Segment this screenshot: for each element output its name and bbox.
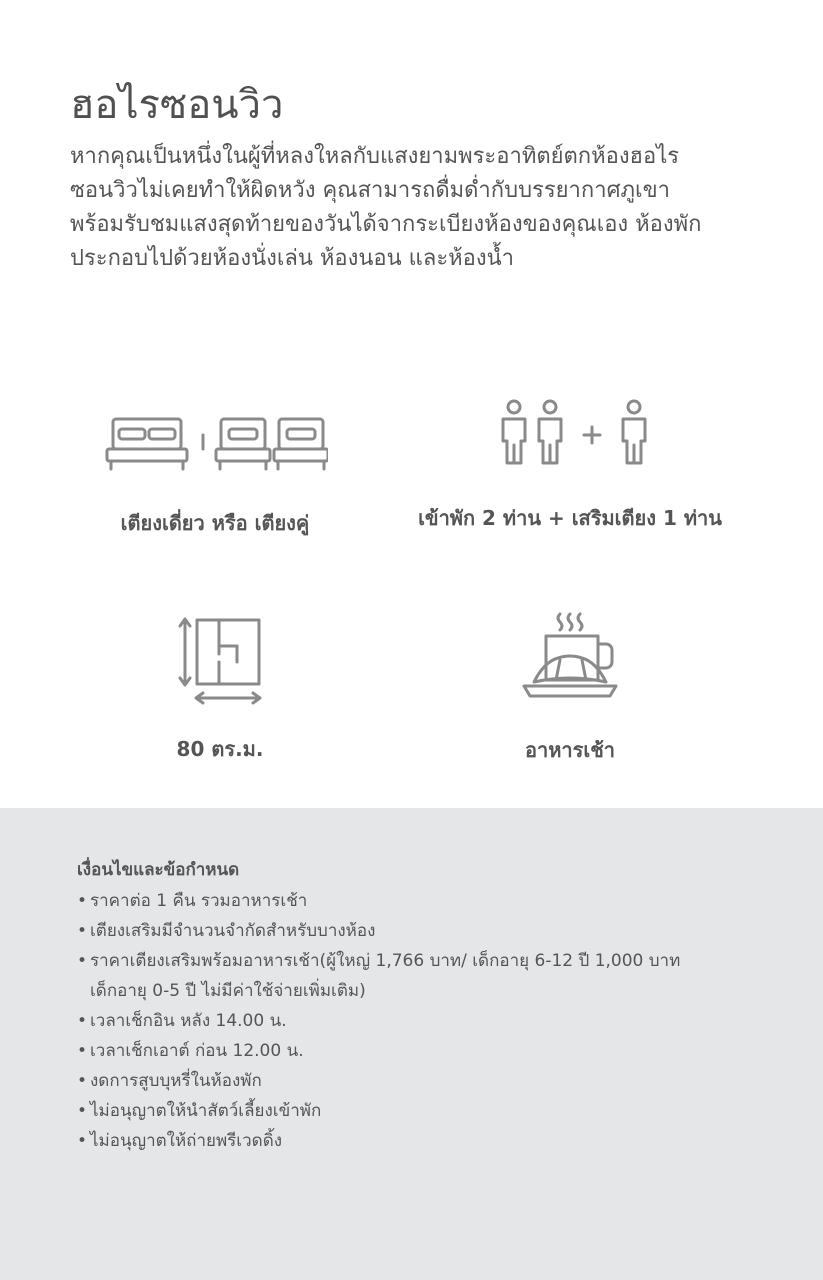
condition-item — [77, 1066, 777, 1096]
feature-bed-label: เตียงเดี่ยว หรือ เตียงคู่ — [120, 511, 310, 535]
condition-text: งดการสูบบุหรี่ในห้องพัก — [90, 1071, 262, 1091]
room-title: ฮอไรซอนวิว — [70, 82, 284, 128]
room-description-line: พร้อมรับชมแสงสุดท้ายของวันได้จากระเบียงห้องของคุณเอง ห้องพัก — [70, 212, 702, 237]
condition-item — [77, 1006, 777, 1036]
condition-item — [77, 1126, 777, 1156]
condition-text: เวลาเช็กอิน หลัง 14.00 น. — [90, 1011, 287, 1031]
room-description-line: หากคุณเป็นหนึ่งในผู้ที่หลงใหลกับแสงยามพระอาทิตย์ตกห้องฮอไร — [70, 144, 680, 169]
condition-item — [77, 1096, 777, 1126]
feature-area — [90, 612, 350, 765]
breakfast-icon — [520, 608, 620, 708]
condition-text: ไม่อนุญาตให้นำสัตว์เลี้ยงเข้าพัก — [90, 1101, 322, 1121]
condition-text: ไม่อนุญาตให้ถ่ายพรีเวดดิ้ง — [90, 1131, 283, 1151]
condition-item — [77, 916, 777, 946]
condition-text: ราคาเตียงเสริมพร้อมอาหารเช้า(ผู้ใหญ่ 1,766 บาท/ เด็กอายุ 6-12 ปี 1,000 บาท — [90, 951, 681, 971]
condition-text: ราคาต่อ 1 คืน รวมอาหารเช้า — [90, 891, 308, 911]
feature-area-label: 80 ตร.ม. — [176, 737, 264, 761]
feature-breakfast-label: อาหารเช้า — [524, 738, 616, 762]
room-description-line: ประกอบไปด้วยห้องนั่งเล่น ห้องนอน และห้องน้ำ — [70, 246, 514, 271]
floor-plan-icon — [175, 612, 265, 707]
feature-guests — [405, 395, 735, 534]
conditions-list — [77, 886, 777, 1156]
condition-text-continuation: เด็กอายุ 0-5 ปี ไม่มีค่าใช้จ่ายเพิ่มเติม) — [90, 981, 366, 1001]
feature-breakfast — [440, 608, 700, 766]
condition-text: เวลาเช็กเอาต์ ก่อน 12.00 น. — [90, 1041, 304, 1061]
conditions-title: เงื่อนไขและข้อกำหนด — [77, 860, 240, 880]
feature-bed — [70, 395, 360, 539]
feature-guests-label: เข้าพัก 2 ท่าน + เสริมเตียง 1 ท่าน — [418, 506, 722, 530]
condition-text: เตียงเสริมมีจำนวนจำกัดสำหรับบางห้อง — [90, 921, 376, 941]
condition-item — [77, 946, 777, 1006]
room-description — [70, 140, 760, 276]
guests-icon — [490, 395, 650, 470]
condition-item — [77, 1036, 777, 1066]
room-description-line: ซอนวิวไม่เคยทำให้ผิดหวัง คุณสามารถดื่มด่ำกับบรรยากาศภูเขา — [70, 178, 670, 203]
person-icon — [503, 401, 525, 463]
conditions-panel — [0, 808, 823, 1280]
condition-item — [77, 886, 777, 916]
bed-icon — [103, 395, 328, 475]
